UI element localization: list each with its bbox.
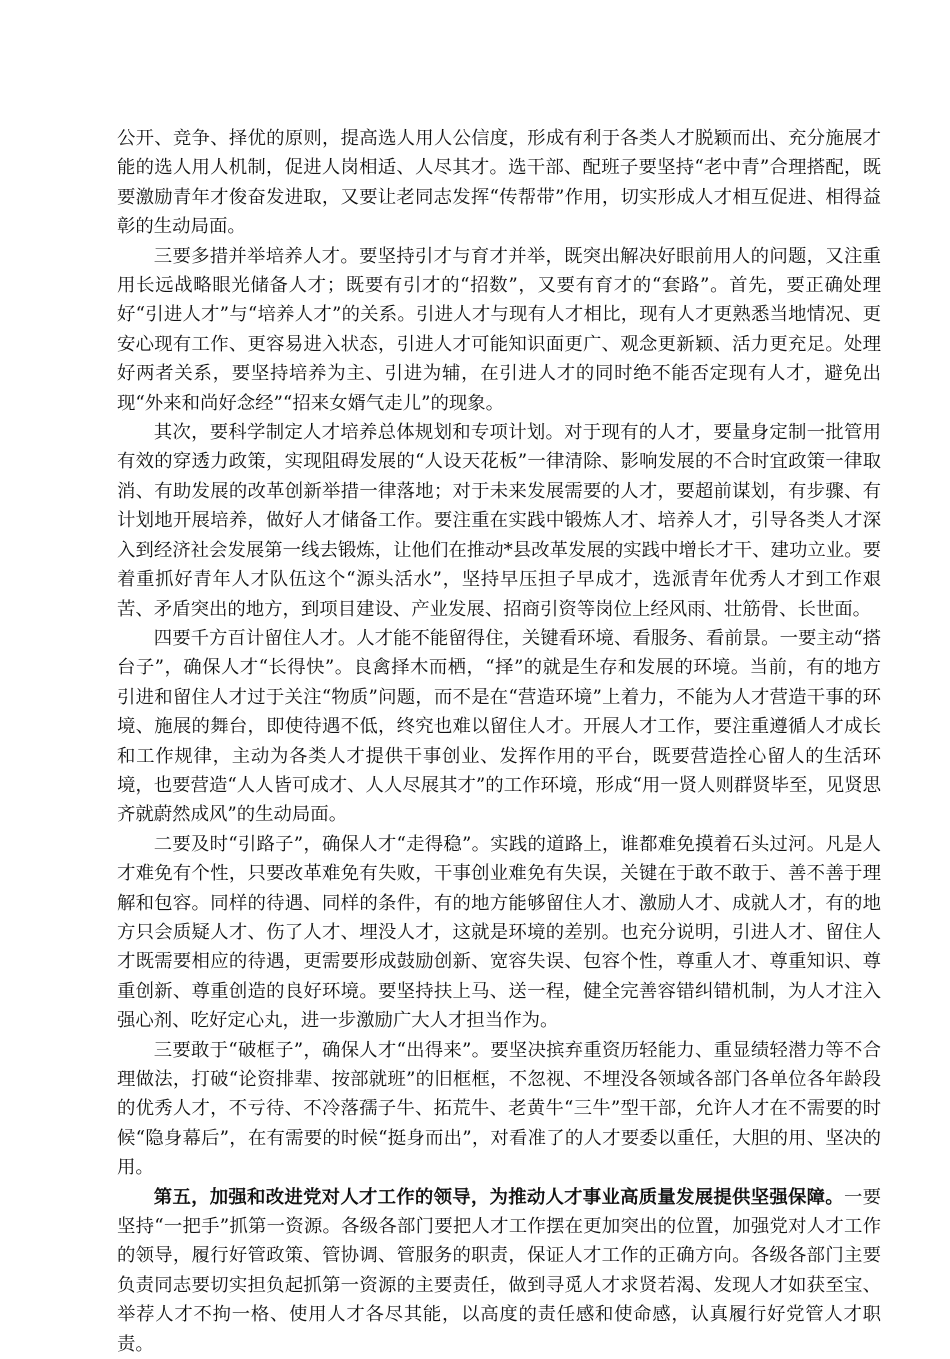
paragraph-6 <box>117 1036 881 1183</box>
paragraph-3 <box>117 418 881 624</box>
document-page <box>117 124 881 1359</box>
paragraph-text: 三要多措并举培养人才。要坚持引才与育才并举，既突出解决好眼前用人的问题，又注重用长远战略眼光储备人才；既要有引才的“招数”，又要有育才的“套路”。首先，要正确处理好“引进人才”与“培养人才”的关系。引进人才与现有人才相比，现有人才更熟悉当地情况、更安心现有工作、更容易进入状态，引进人才可能知识面更广、观念更新颖、活力更充足。处理好两者关系，要坚持培养为主、引进为辅，在引进人才的同时绝不能否定现有人才，避免出现“外来和尚好念经”“招来女婿气走儿”的现象。 <box>117 245 881 414</box>
paragraph-4 <box>117 624 881 830</box>
paragraph-text: 二要及时“引路子”，确保人才“走得稳”。实践的道路上，谁都难免摸着石头过河。凡是人才难免有个性，只要改革难免有失败，干事创业难免有失误，关键在于敢不敢于、善不善于理解和包容。同样的待遇、同样的条件，有的地方能够留住人才、激励人才、成就人才，有的地方只会质疑人才、伤了人才、埋没人才，这就是环境的差别。也充分说明，引进人才、留住人才既需要相应的待遇，更需要形成鼓励创新、宽容失误、包容个性，尊重人才、尊重知识、尊重创新、尊重创造的良好环境。要坚持扶上马、送一程，健全完善容错纠错机制，为人才注入强心剂、吃好定心丸，进一步激励广大人才担当作为。 <box>117 833 881 1032</box>
paragraph-7 <box>117 1183 881 1359</box>
paragraph-text: 公开、竞争、择优的原则，提高选人用人公信度，形成有利于各类人才脱颖而出、充分施展才能的选人用人机制，促进人岗相适、人尽其才。选干部、配班子要坚持“老中青”合理搭配，既要激励青年才俊奋发进取，又要让老同志发挥“传帮带”作用，切实形成人才相互促进、相得益彰的生动局面。 <box>117 128 881 238</box>
paragraph-text: 其次，要科学制定人才培养总体规划和专项计划。对于现有的人才，要量身定制一批管用有效的穿透力政策，实现阻碍发展的“人设天花板”一律清除、影响发展的不合时宜政策一律取消、有助发展的改革创新举措一律落地；对于未来发展需要的人才，要超前谋划，有步骤、有计划地开展培养，做好人才储备工作。要注重在实践中锻炼人才、培养人才，引导各类人才深入到经济社会发展第一线去锻炼，让他们在推动*县改革发展的实践中增长才干、建功立业。要着重抓好青年人才队伍这个“源头活水”，坚持早压担子早成才，选派青年优秀人才到工作艰苦、矛盾突出的地方，到项目建设、产业发展、招商引资等岗位上经风雨、壮筋骨、长世面。 <box>117 422 881 620</box>
paragraph-text: 一要坚持“一把手”抓第一资源。各级各部门要把人才工作摆在更加突出的位置，加强党对人才工作的领导，履行好管政策、管协调、管服务的职责，保证人才工作的正确方向。各级各部门主要负责同志要切实担负起抓第一资源的主要责任，做到寻觅人才求贤若渴、发现人才如获至宝、举荐人才不拘一格、使用人才各尽其能，以高度的责任感和使命感，认真履行好党管人才职责。 <box>117 1186 881 1355</box>
paragraph-2 <box>117 242 881 418</box>
paragraph-5 <box>117 830 881 1036</box>
paragraph-1 <box>117 124 881 242</box>
paragraph-text: 四要千方百计留住人才。人才能不能留得住，关键看环境、看服务、看前景。一要主动“搭台子”，确保人才“长得快”。良禽择木而栖，“择”的就是生存和发展的环境。当前，有的地方引进和留住人才过于关注“物质”问题，而不是在“营造环境”上着力，不能为人才营造干事的环境、施展的舞台，即使待遇不低，终究也难以留住人才。开展人才工作，要注重遵循人才成长和工作规律，主动为各类人才提供干事创业、发挥作用的平台，既要营造拴心留人的生活环境，也要营造“人人皆可成才、人人尽展其才”的工作环境，形成“用一贤人则群贤毕至，见贤思齐就蔚然成风”的生动局面。 <box>117 627 881 826</box>
paragraph-text: 三要敢于“破框子”，确保人才“出得来”。要坚决摈弃重资历轻能力、重显绩轻潜力等不合理做法，打破“论资排辈、按部就班”的旧框框，不忽视、不埋没各领域各部门各单位各年龄段的优秀人才，不亏待、不冷落孺子牛、拓荒牛、老黄牛“三牛”型干部，允许人才在不需要的时候“隐身幕后”，在有需要的时候“挺身而出”，对看准了的人才要委以重任，大胆的用、坚决的用。 <box>117 1039 881 1179</box>
section-heading: 第五，加强和改进党对人才工作的领导，为推动人才事业高质量发展提供坚强保障。 <box>153 1186 844 1208</box>
